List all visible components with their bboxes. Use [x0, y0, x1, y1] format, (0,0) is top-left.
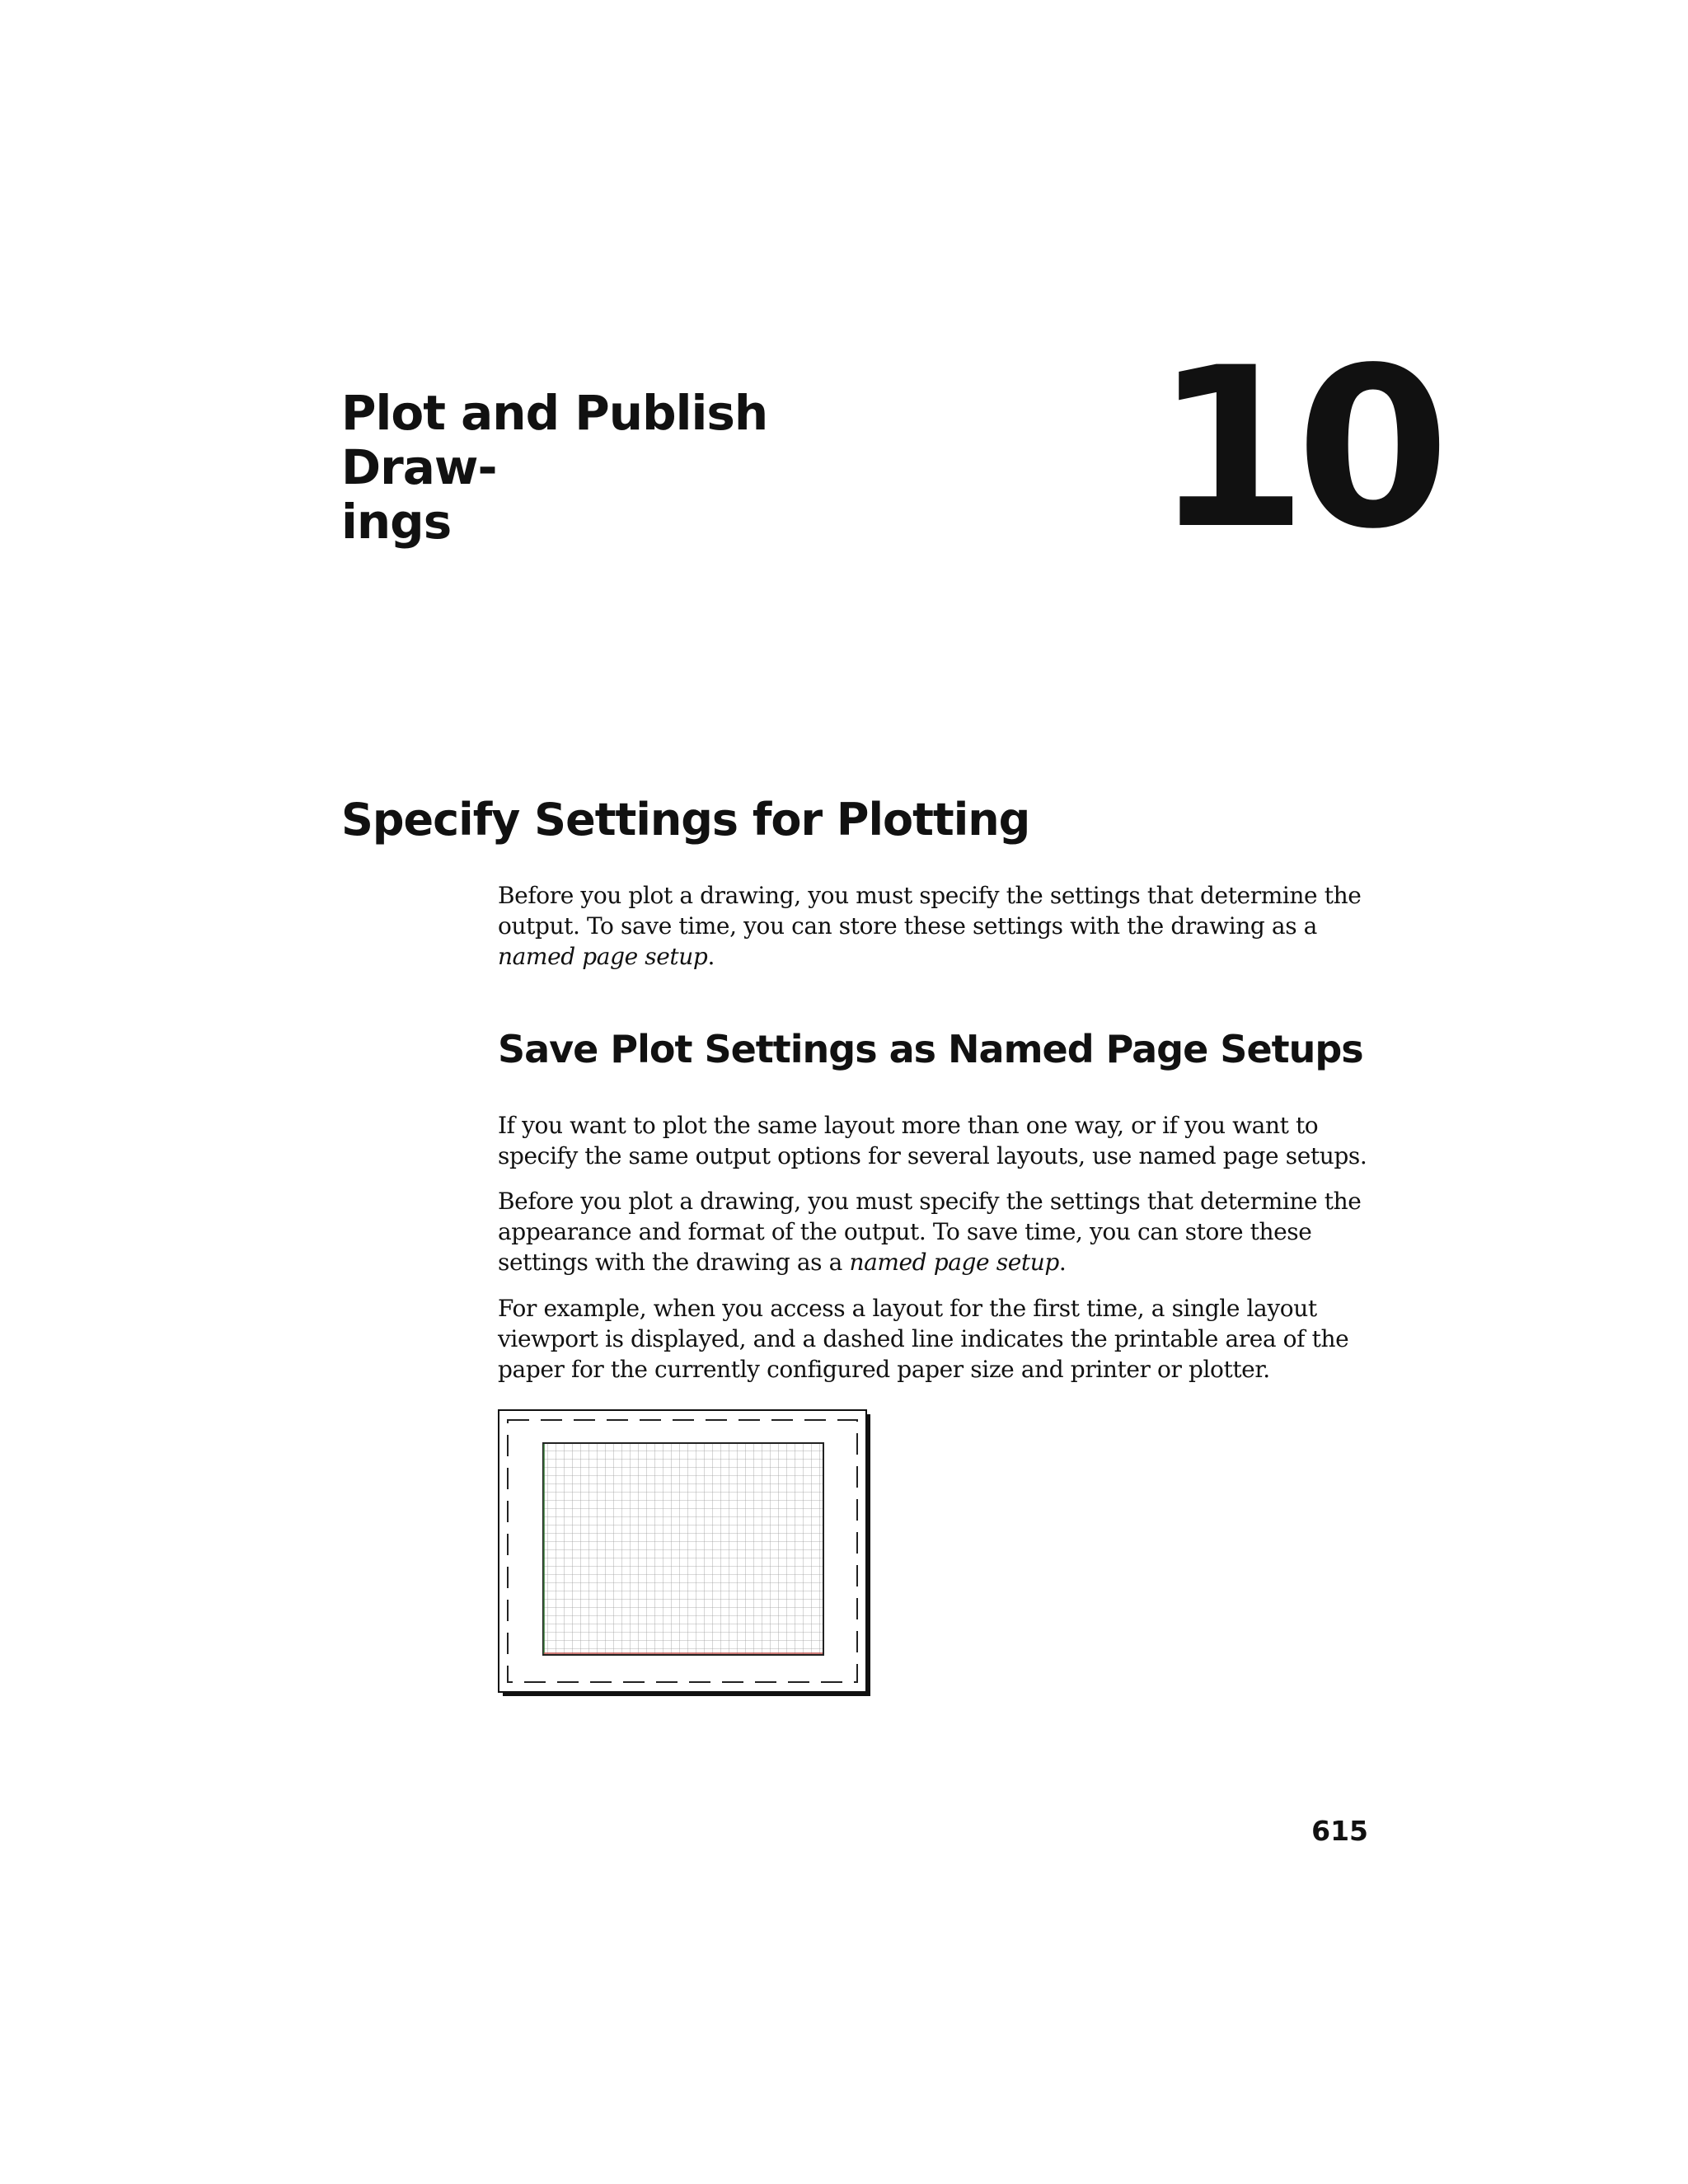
- para2-text: Before you plot a drawing, you must specify the settings that determine the appearance and format of the output. To save time, you can store these settings with the drawing as a: [498, 1188, 1362, 1276]
- layout-example-paragraph: For example, when you access a layout for the first time, a single layout viewport is displayed, and a dashed line indicates the printable area of the paper for the currently configured paper size and printer or plotter.: [498, 1295, 1349, 1383]
- intro-text: Before you plot a drawing, you must specify the settings that determine the output. To save time, you can store these settings with the drawing as a: [498, 882, 1362, 940]
- plot-settings-paragraph: [498, 1186, 1388, 1277]
- named-page-setups-paragraph: If you want to plot the same layout more than one way, or if you want to specify the same output options for several layouts, use named page setups.: [498, 1112, 1367, 1169]
- section-intro-paragraph: [498, 880, 1388, 972]
- layout-viewport-grid: [543, 1443, 823, 1655]
- chapter-title-line-2: ings: [341, 494, 452, 550]
- chapter-number: 10: [1154, 321, 1438, 578]
- chapter-title: [341, 386, 935, 549]
- intro-italic-term: named page setup: [498, 943, 708, 970]
- para2-italic-term: named page setup: [849, 1249, 1059, 1276]
- intro-end: .: [707, 943, 715, 970]
- para2-end: .: [1058, 1249, 1067, 1276]
- chapter-title-line-1: Plot and Publish Draw-: [341, 385, 768, 495]
- layout-viewport-illustration: [498, 1409, 874, 1699]
- subsection-heading: Save Plot Settings as Named Page Setups: [498, 1027, 1363, 1071]
- page-number: 615: [1311, 1815, 1368, 1847]
- section-heading: Specify Settings for Plotting: [341, 794, 1030, 846]
